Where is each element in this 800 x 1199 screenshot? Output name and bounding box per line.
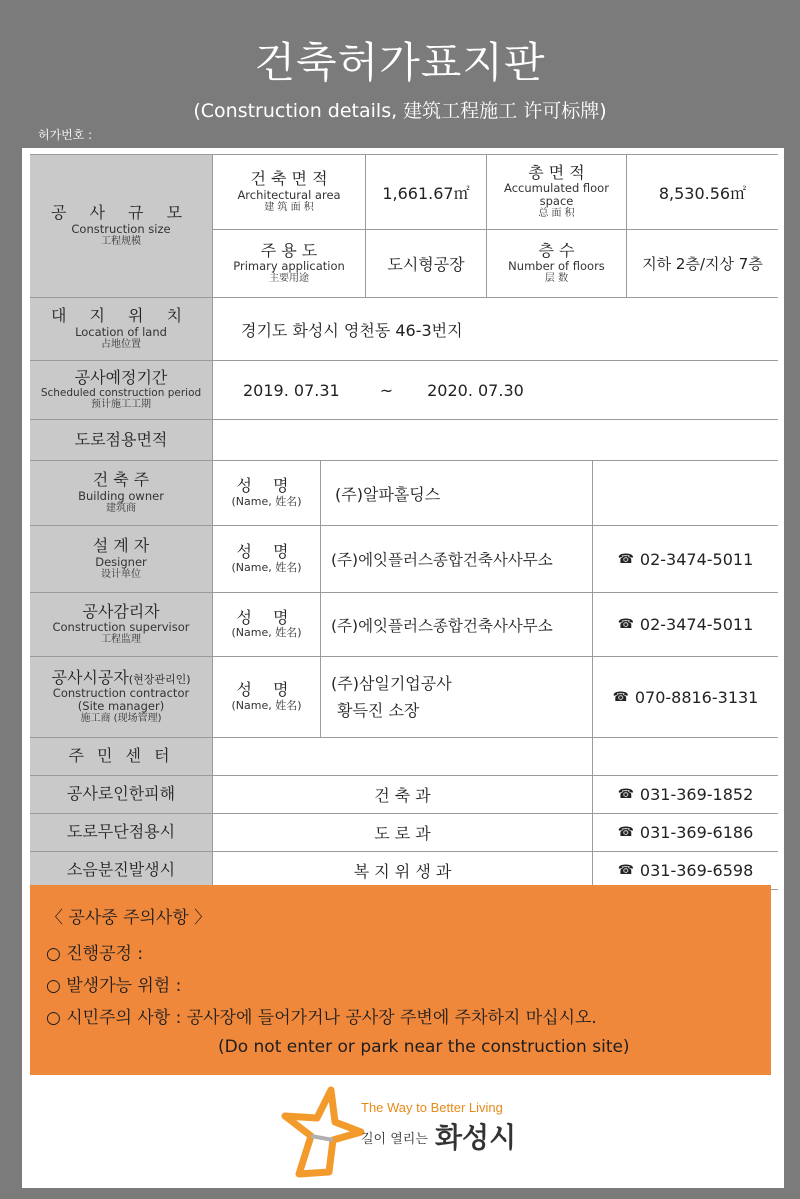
phone-icon: ☎ xyxy=(612,689,629,705)
label-road: 도로점용면적 xyxy=(30,420,213,460)
logo-city: 화성시 xyxy=(435,1121,517,1154)
row-road xyxy=(30,420,778,461)
label-total-area: 총 면 적 Accumulated floor space 总 面 积 xyxy=(486,155,626,229)
label-supervisor: 공사감리자 Construction supervisor 工程监理 xyxy=(30,593,213,656)
value-floors: 지하 2층/지상 7층 xyxy=(626,230,778,297)
phone-icon: ☎ xyxy=(617,863,634,878)
label-location: 대 지 위 치 Location of land 占地位置 xyxy=(30,298,213,360)
label-floors: 층 수 Number of floors 层 数 xyxy=(486,230,626,297)
label-designer: 설 계 자 Designer 设计单位 xyxy=(30,526,213,592)
value-arch-area: 1,661.67㎡ xyxy=(365,155,486,229)
name-label: 성 명 (Name, 姓名) xyxy=(231,476,302,508)
label-community: 주 민 센 터 xyxy=(30,738,213,775)
notice-title: 〈 공사중 주의사항 〉 xyxy=(46,908,212,928)
row-contact-noise: 소음분진발생시 복 지 위 생 과 ☎ 031-369-6598 xyxy=(30,852,778,890)
label-owner: 건 축 주 Building owner 建筑商 xyxy=(30,461,213,525)
phone-designer: ☎ 02-3474-5011 xyxy=(592,526,778,592)
notice-item: ○ 진행공정 : xyxy=(46,944,144,964)
star-logo-icon xyxy=(277,1086,367,1186)
phone-contractor: ☎ 070-8816-3131 xyxy=(592,657,778,737)
row-designer xyxy=(30,526,778,593)
row-scale xyxy=(30,155,778,298)
label-period: 공사예정기간 Scheduled construction period 预计施工工期 xyxy=(30,361,213,419)
page-subtitle: (Construction details, 建筑工程施工 许可标牌) xyxy=(193,100,607,122)
label-contractor: 공사시공자(현장관리인) Construction contractor (Site manager) 施工商 (现场管理) xyxy=(30,657,213,737)
notice-item: ○ 시민주의 사항 : 공사장에 들어가거나 공사장 주변에 주차하지 마십시오. xyxy=(46,1008,597,1028)
logo-sub: 길이 열리는 xyxy=(361,1132,428,1147)
details-table xyxy=(30,154,778,890)
label-scale: 공 사 규 모 Construction size 工程规模 xyxy=(30,155,213,297)
value-contractor: (주)삼일기업공사 황득진 소장 xyxy=(320,657,592,737)
value-designer: (주)에잇플러스종합건축사사무소 xyxy=(320,526,592,592)
name-label: 성 명 (Name, 姓名) xyxy=(231,542,302,574)
value-use: 도시형공장 xyxy=(365,230,486,297)
value-total-area: 8,530.56㎡ xyxy=(626,155,778,229)
phone-icon: ☎ xyxy=(617,617,634,632)
value-supervisor: (주)에잇플러스종합건축사사무소 xyxy=(320,593,592,656)
row-period xyxy=(30,361,778,420)
caution-notice xyxy=(30,885,771,1075)
name-label: 성 명 (Name, 姓名) xyxy=(231,680,302,712)
phone-icon: ☎ xyxy=(617,787,634,802)
phone-icon: ☎ xyxy=(617,825,634,840)
permit-number-label: 허가번호 : xyxy=(38,128,93,142)
value-period: 2019. 07.31 ~ 2020. 07.30 xyxy=(243,380,524,400)
phone-supervisor: ☎ 02-3474-5011 xyxy=(592,593,778,656)
logo-slogan: The Way to Better Living xyxy=(361,1100,503,1115)
phone-icon: ☎ xyxy=(617,551,634,567)
notice-item: ○ 발생가능 위험 : xyxy=(46,976,182,996)
notice-item-english: (Do not enter or park near the construction site) xyxy=(218,1037,630,1057)
hwaseong-logo xyxy=(277,1086,557,1186)
row-location xyxy=(30,298,778,361)
row-community xyxy=(30,738,778,776)
row-contact-damage: 공사로인한피해 건 축 과 ☎ 031-369-1852 xyxy=(30,776,778,814)
permit-board xyxy=(22,148,784,1188)
page-title: 건축허가표지판 xyxy=(254,38,546,87)
row-contractor xyxy=(30,657,778,738)
label-arch-area: 건 축 면 적 Architectural area 建 筑 面 积 xyxy=(237,169,341,213)
row-owner xyxy=(30,461,778,526)
value-owner: (주)알파홀딩스 xyxy=(320,461,592,525)
label-use: 주 용 도 Primary application 主要用途 xyxy=(233,240,345,285)
row-supervisor xyxy=(30,593,778,657)
name-label: 성 명 (Name, 姓名) xyxy=(231,607,302,640)
row-contact-road: 도로무단점용시 도 로 과 ☎ 031-369-6186 xyxy=(30,814,778,852)
value-location: 경기도 화성시 영천동 46-3번지 xyxy=(241,320,463,340)
